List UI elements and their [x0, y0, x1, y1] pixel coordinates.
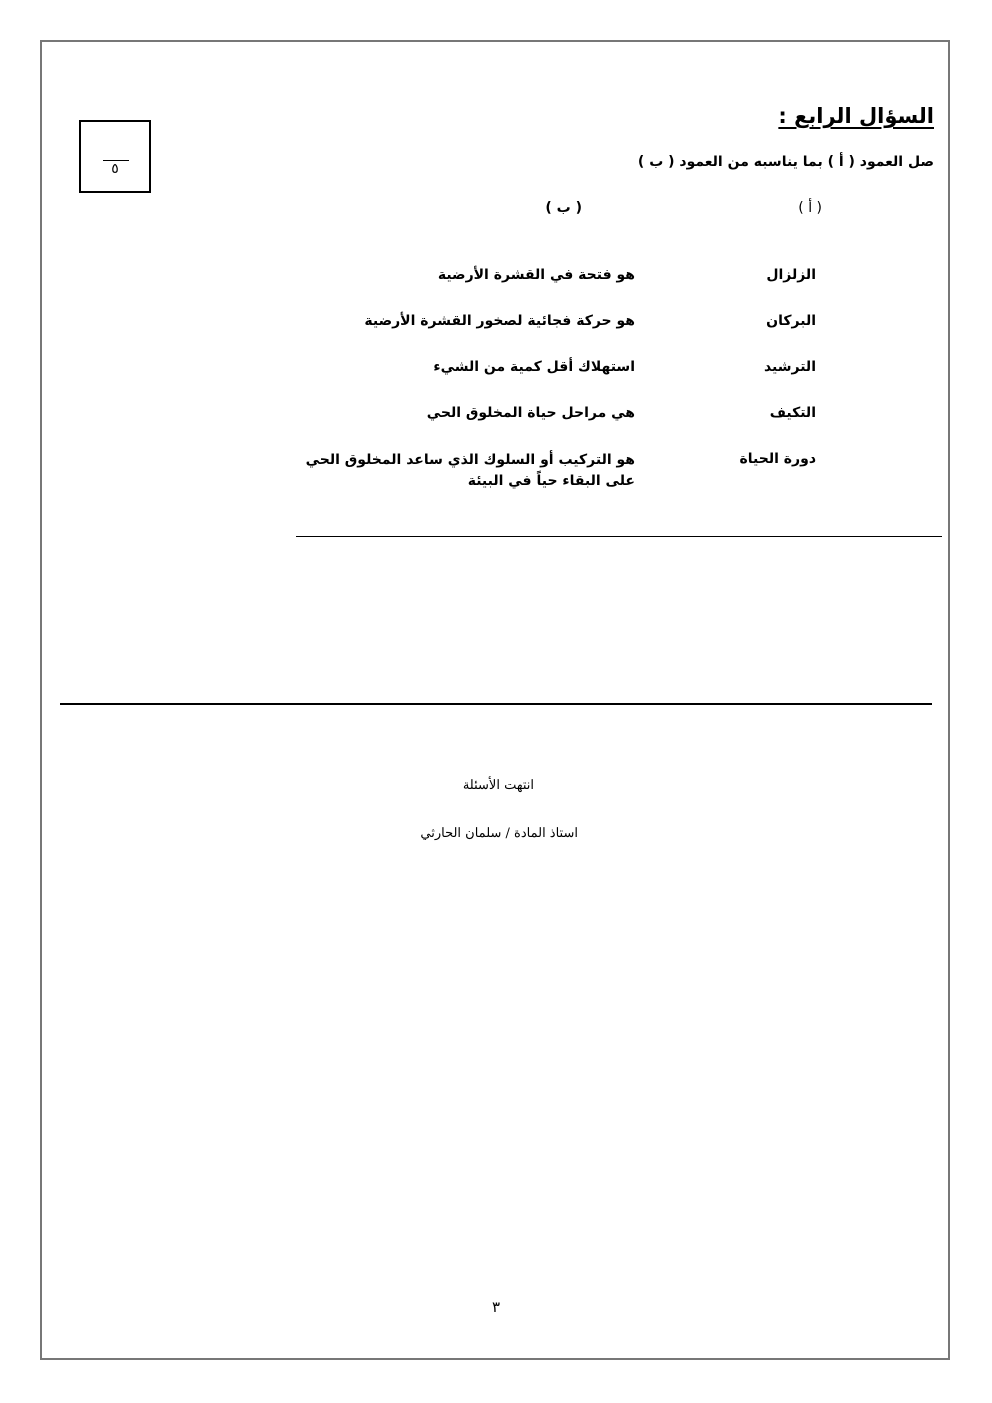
definition-item-line-2: على البقاء حياً في البيئة [467, 473, 635, 489]
term-item: البركان [766, 313, 816, 329]
page-number: ٣ [491, 1298, 501, 1316]
definition-item: هي مراحل حياة المخلوق الحي [426, 405, 635, 421]
definition-item: استهلاك أقل كمية من الشيء [433, 359, 635, 375]
end-of-questions-note: انتهت الأسئلة [462, 778, 534, 793]
page-frame [40, 40, 950, 1360]
section-divider [60, 703, 932, 705]
score-total: ٥ [111, 161, 119, 177]
question-instruction: صل العمود ( أ ) بما يناسبه من العمود ( ب ) [637, 154, 934, 170]
column-a-header: ( أ ) [798, 200, 822, 216]
score-box [79, 120, 151, 193]
column-b-header: ( ب ) [545, 200, 582, 216]
term-item: الترشيد [763, 359, 816, 375]
term-item: التكيف [769, 405, 816, 421]
question-title: السؤال الرابع : [778, 104, 934, 128]
term-item: دورة الحياة [739, 451, 816, 467]
definition-item: هو حركة فجائية لصخور القشرة الأرضية [364, 313, 635, 329]
definition-item-line-1: هو التركيب أو السلوك الذي ساعد المخلوق الحي [305, 452, 635, 468]
definition-item: هو فتحة في القشرة الأرضية [437, 267, 635, 283]
teacher-name: استاذ المادة / سلمان الحارثي [420, 826, 578, 841]
section-divider [296, 536, 942, 537]
term-item: الزلزال [766, 267, 816, 283]
